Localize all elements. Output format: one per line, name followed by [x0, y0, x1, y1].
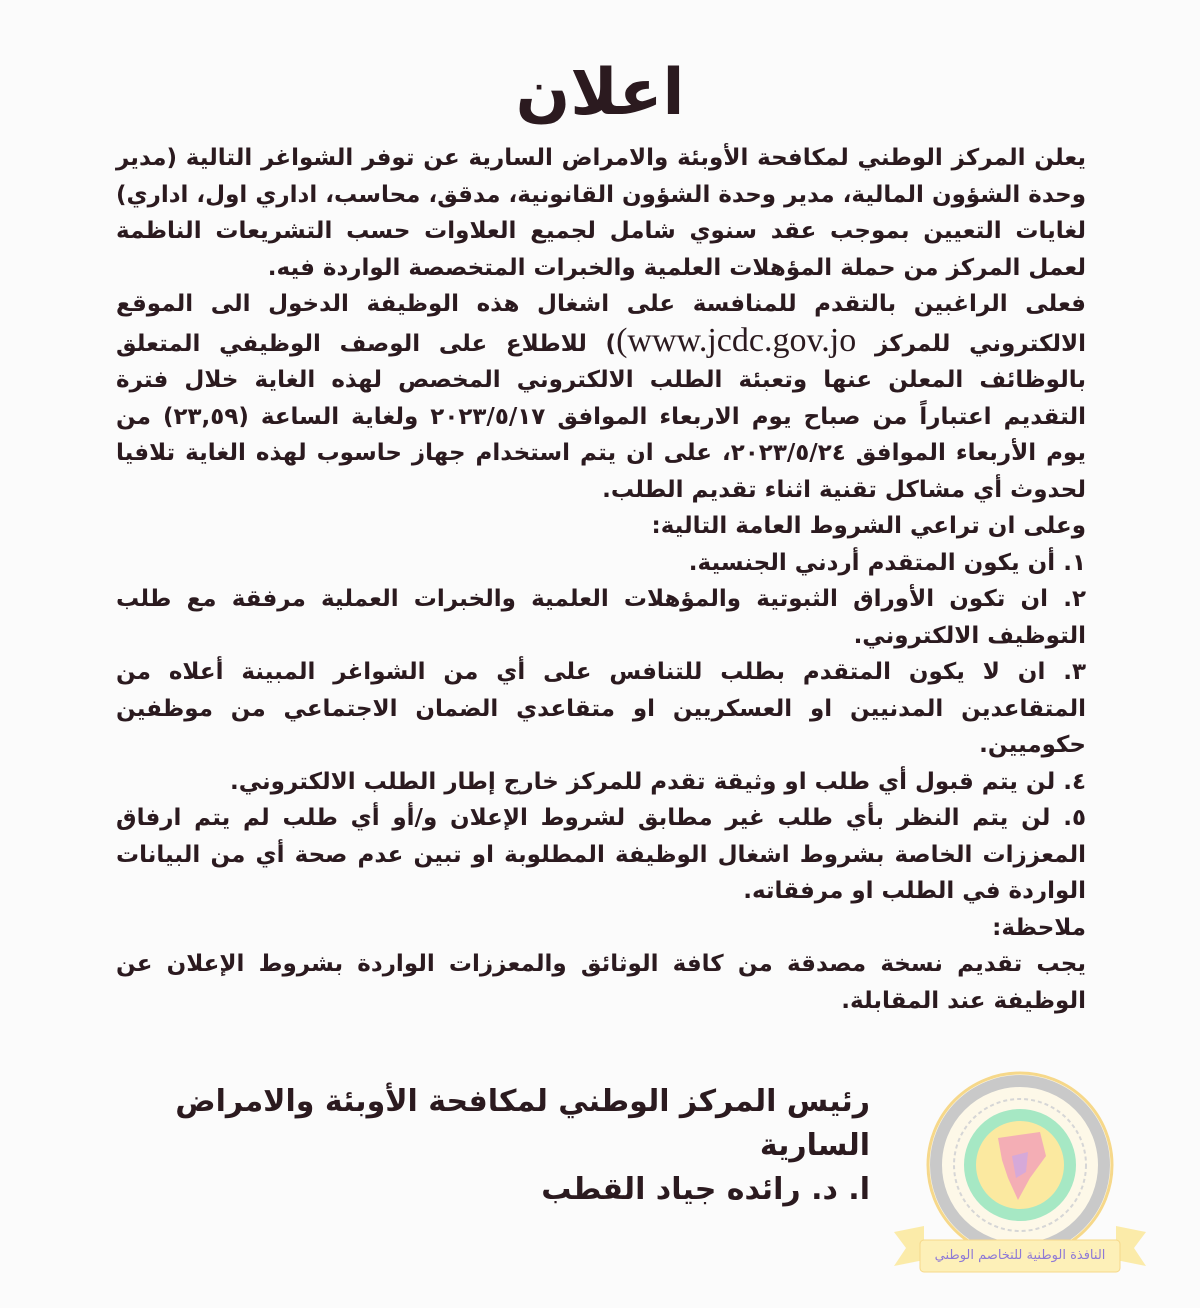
condition-item: ١. أن يكون المتقدم أردني الجنسية.	[688, 549, 1086, 576]
announcement-title: اعلان	[515, 56, 685, 130]
condition-item: ٣. ان لا يكون المتقدم بطلب للتنافس على أي من الشواغر المبينة أعلاه من المتقاعدين المدنيين او العسكريين او متقاعدي الضمان الاجتماعي من موظفين حكوميين.	[116, 659, 1086, 758]
condition-item: ٤. لن يتم قبول أي طلب او وثيقة تقدم للمركز خارج إطار الطلب الالكتروني.	[229, 768, 1086, 795]
apply-text-before-url: فعلى الراغبين بالتقدم للمنافسة على اشغال هذه الوظيفة الدخول الى الموقع الالكتروني للمركز	[116, 291, 1086, 357]
intro-paragraph: يعلن المركز الوطني لمكافحة الأوبئة والامراض السارية عن توفر الشواغر التالية (مدير وحدة الشؤون المالية، مدير وحدة الشؤون القانونية، مدقق، محاسب، اداري اول، اداري) لغايات التعيين بموجب عقد سنوي شامل لجميع العلاوات حسب التشريعات الناظمة لعمل المركز من حملة المؤهلات العلمية والخبرات المتخصصة الواردة فيه.	[116, 145, 1086, 281]
official-stamp	[880, 1060, 1160, 1290]
note-text: يجب تقديم نسخة مصدقة من كافة الوثائق والمعززات الواردة بشروط الإعلان عن الوظيفة عند المقابلة.	[116, 951, 1086, 1014]
apply-text-after-url: ) للاطلاع على الوصف الوظيفي المتعلق بالوظائف المعلن عنها وتعبئة الطلب الالكتروني المخصص لهذه الغاية خلال فترة التقديم اعتباراً من صباح يوم الاربعاء الموافق ٢٠٢٣/٥/١٧ ولغاية الساعة (٢٣,٥٩) من يوم الأربعاء الموافق ٢٠٢٣/٥/٢٤، على ان يتم استخدام جهاز حاسوب لهذه الغاية تلافيا لحدوث أي مشاكل تقنية اثناء تقديم الطلب.	[116, 330, 1086, 503]
signatory-title: رئيس المركز الوطني لمكافحة الأوبئة والامراض السارية	[175, 1084, 870, 1163]
note-label: ملاحظة:	[992, 914, 1086, 941]
stamp-banner-text: النافذة الوطنية للتخاصم الوطني	[934, 1248, 1106, 1263]
signatory-name: ا. د. رائده جياد القطب	[541, 1172, 870, 1207]
signature-block	[110, 1080, 870, 1212]
condition-item: ٢. ان تكون الأوراق الثبوتية والمؤهلات العلمية والخبرات العملية مرفقة مع طلب التوظيف الالكتروني.	[116, 586, 1086, 649]
apply-paragraph	[116, 286, 1086, 508]
announcement-body	[116, 140, 1086, 1019]
conditions-intro: وعلى ان تراعي الشروط العامة التالية:	[651, 513, 1086, 539]
website-url[interactable]: (www.jcdc.gov.jo	[616, 321, 857, 359]
condition-item: ٥. لن يتم النظر بأي طلب غير مطابق لشروط الإعلان و/أو أي طلب لم يتم ارفاق المعززات الخاصة بشروط اشغال الوظيفة المطلوبة او تبين عدم صحة أي من البيانات الواردة في الطلب او مرفقاته.	[116, 805, 1086, 904]
